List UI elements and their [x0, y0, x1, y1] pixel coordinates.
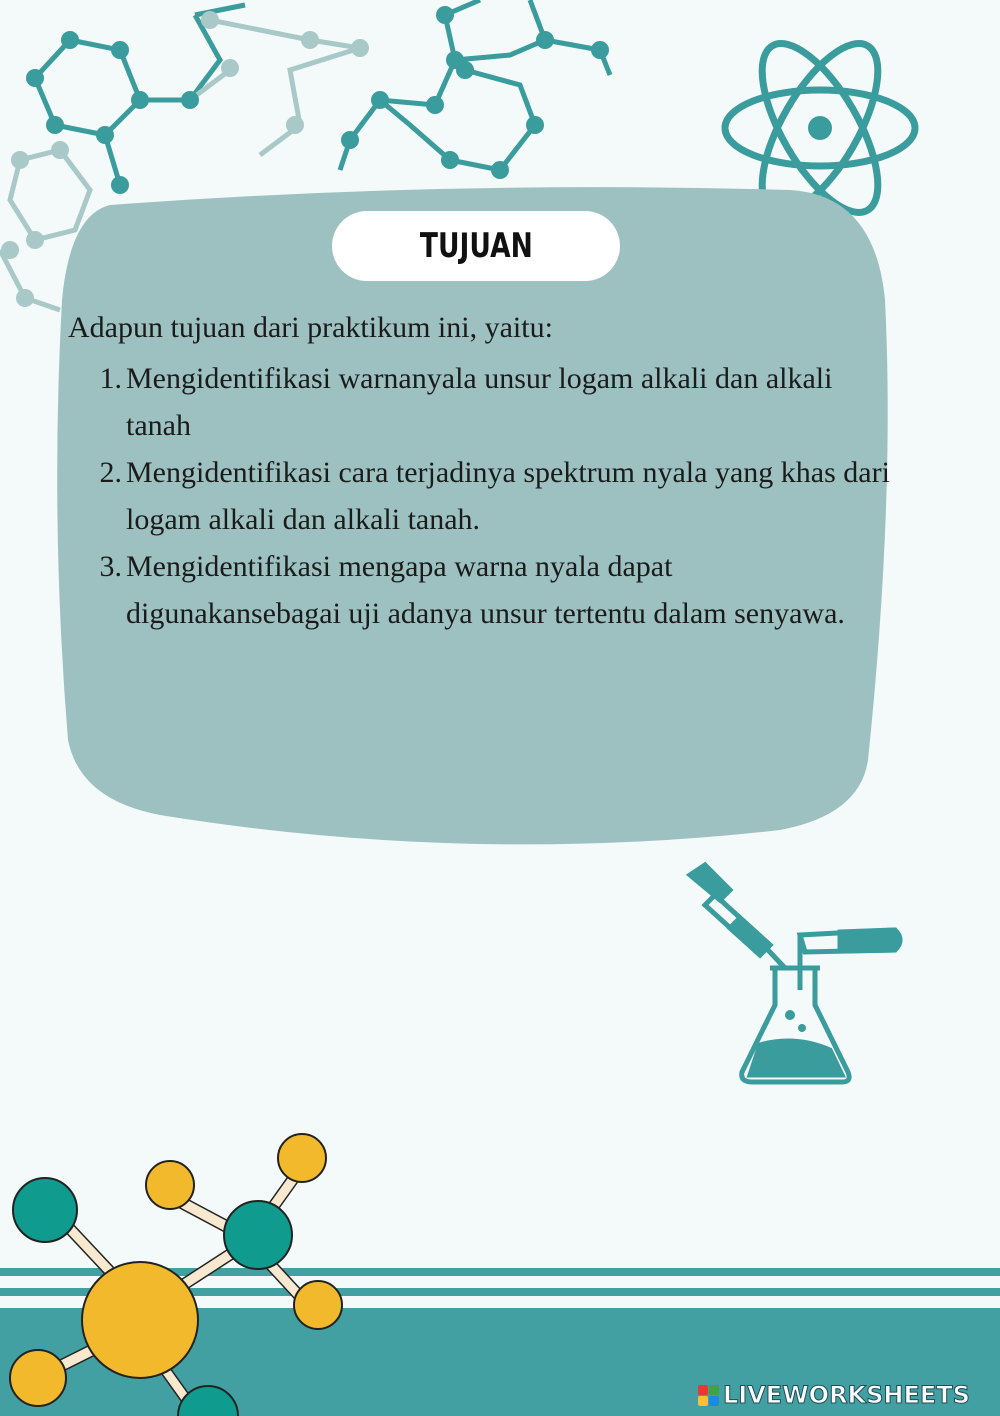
- list-item-text: Mengidentifikasi warnanyala unsur logam alkali dan alkali tanah: [126, 362, 833, 442]
- liveworksheets-logo-icon: [698, 1385, 719, 1406]
- logo-square-red: [698, 1385, 708, 1395]
- pipette-flask-icon: [690, 865, 900, 1082]
- liveworksheets-brand[interactable]: [698, 1380, 970, 1410]
- title-pill: [332, 211, 620, 281]
- logo-square-yellow: [698, 1396, 708, 1406]
- list-item-text: Mengidentifikasi cara terjadinya spektrum nyala yang khas dari logam alkali dan alkali tanah.: [126, 456, 890, 536]
- brand-name: LIVEWORKSHEETS: [723, 1381, 970, 1409]
- intro-text: Adapun tujuan dari praktikum ini, yaitu:: [68, 311, 553, 344]
- list-number: 3.: [99, 550, 122, 583]
- page-title: TUJUAN: [419, 226, 533, 266]
- logo-square-green: [709, 1385, 719, 1395]
- list-item-text: Mengidentifikasi mengapa warna nyala dapat digunakansebagai uji adanya unsur tertentu dalam senyawa.: [126, 550, 845, 630]
- list-item: [92, 543, 892, 637]
- list-number: 2.: [99, 456, 122, 489]
- list-item: [92, 355, 892, 449]
- list-item: [92, 449, 892, 543]
- objectives-list: [92, 355, 892, 637]
- logo-square-blue: [709, 1396, 719, 1406]
- list-number: 1.: [99, 362, 122, 395]
